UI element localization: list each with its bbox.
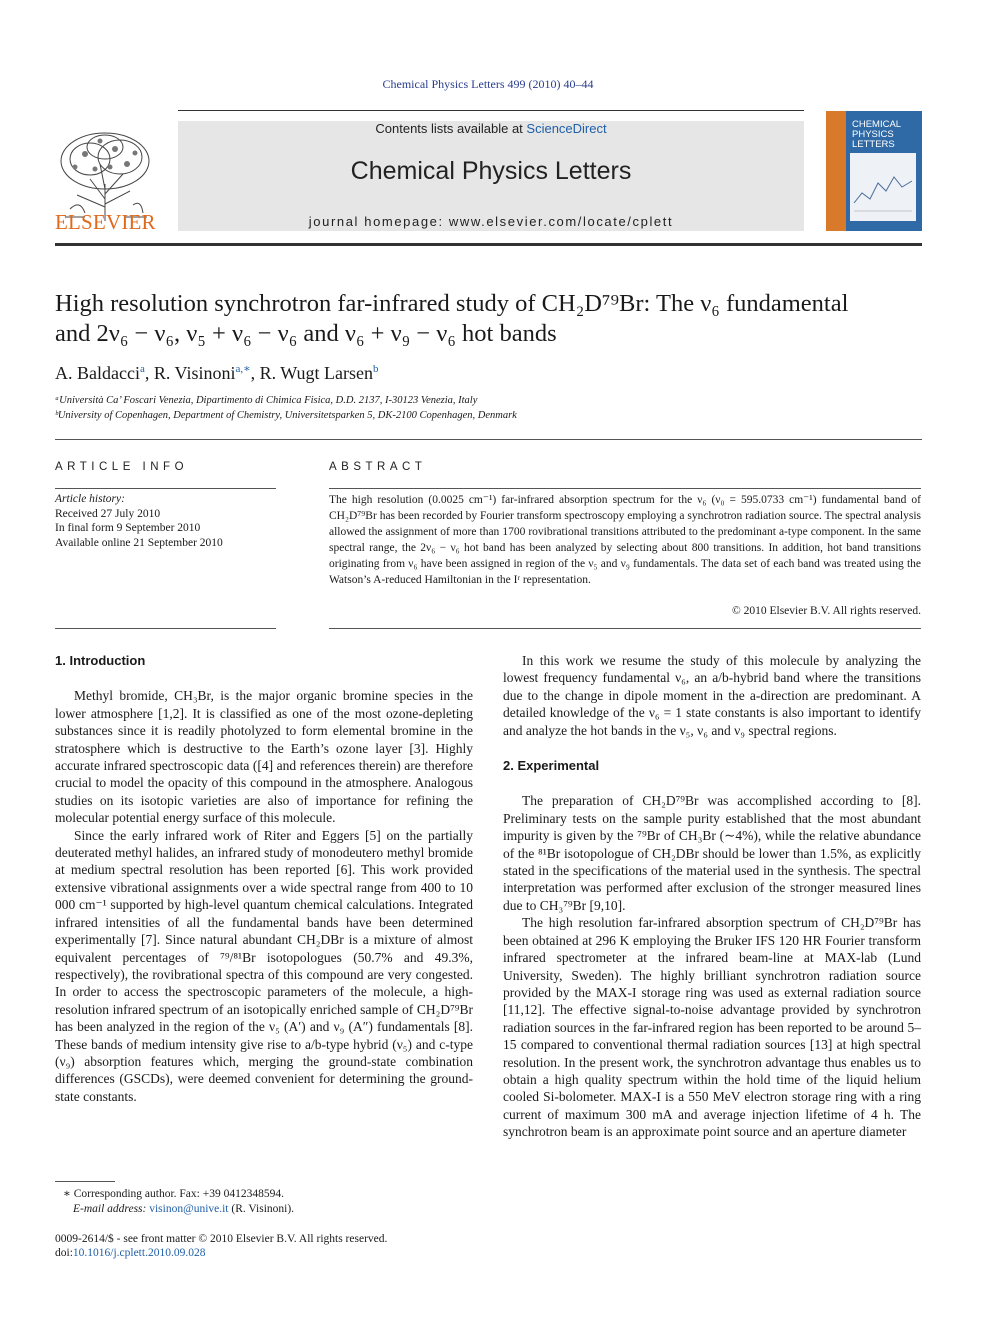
article-title-line: and 2ν₆ − ν₆, ν₅ + ν₆ − ν₆ and ν₆ + ν₉ − ν₆ hot bands (55, 320, 557, 347)
contents-prefix: Contents lists available at (375, 121, 527, 136)
header-top-rule (178, 110, 804, 111)
corresponding-author-note: ∗ Corresponding author. Fax: +39 0412348594. (63, 1188, 284, 1200)
body-paragraph: Since the early infrared work of Riter and Eggers [5] on the partially deuterated methyl halides, an infrared study of monodeutero methyl bromide at medium spectral resolution has been reported [6]. This work provided extensive vibrational assignments over a wide spectral range from 400 to 10 000 cm⁻¹ supported by high-level quantum chemical calculations. Integrated infrared intensities of all the fundamental bands have been determined experimentally [7]. Since natural abundant CH₂DBr is a mixture of almost equivalent percentages of ⁷⁹/⁸¹Br isotopologues (50.7% and 49.3%, respectively), the rovibrational spectra of this compound are very congested. In order to access the spectroscopic parameters of the molecule, a high-resolution infrared spectrum of an isotopically enriched sample of CH₂D⁷⁹Br has been analyzed in the region of the ν₅ (A′) and ν₉ (A″) fundamentals [8]. These bands of medium intensity give rise to a/b-type hybrid (ν₅) and c-type (ν₉) absorption features which, merging the ground-state combination differences (GSCDs), were deemed convenient for determining the ground-state constants. (55, 827, 473, 1104)
section-divider (55, 439, 922, 440)
sciencedirect-link[interactable]: ScienceDirect (526, 121, 607, 136)
journal-homepage[interactable]: journal homepage: www.elsevier.com/locate/cplett (308, 214, 674, 229)
article-info-bottom-rule (55, 628, 276, 629)
author-affiliation-marker[interactable]: a,∗ (235, 363, 251, 375)
received-date: Received 27 July 2010 (55, 507, 161, 520)
abstract-rule (329, 488, 921, 489)
author-affiliation-marker[interactable]: b (373, 363, 379, 375)
journal-cover-thumbnail (826, 111, 922, 231)
abstract-copyright: © 2010 Elsevier B.V. All rights reserved. (732, 605, 921, 617)
article-info-rule (55, 488, 276, 489)
abstract-heading: ABSTRACT (329, 461, 427, 473)
affiliation: ᵃUniversità Ca’ Foscari Venezia, Dipartimento di Chimica Fisica, D.D. 2137, I-30123 Venezia, Italy (55, 395, 478, 406)
cover-side-stripe (826, 111, 846, 231)
cover-figure-icon (850, 153, 916, 221)
cover-title-line: PHYSICS (852, 129, 894, 140)
author-name: R. Wugt Larsen (259, 363, 374, 383)
body-paragraph: The preparation of CH₂D⁷⁹Br was accomplished according to [8]. Preliminary tests on the sample purity established that the most abundant impurity is given by the ⁷⁹Br of CH₃Br (∼4%), while the relative abundance of the ⁸¹Br isotopologue of CH₂DBr should be lower than 1.5%, as explicitly stated in the specifications of the material used in the synthesis. The spectral interpretation was performed after exclusion of the stronger measured lines due to CH₃⁷⁹Br [9,10]. (503, 793, 921, 913)
journal-banner (178, 121, 804, 231)
introduction-heading: 1. Introduction (55, 653, 146, 668)
doi-line (55, 1246, 387, 1260)
author-separator: , (250, 363, 260, 383)
author-list (55, 362, 379, 384)
article-title-line: High resolution synchrotron far-infrared study of CH₂D⁷⁹Br: The ν₆ fundamental (55, 290, 849, 317)
article-title (55, 289, 925, 349)
cover-title-line: CHEMICAL (852, 119, 902, 130)
author-name: A. Baldacci (55, 363, 140, 383)
cover-title-line: LETTERS (852, 139, 895, 150)
email-note (55, 1202, 473, 1217)
footnote-rule (55, 1181, 115, 1182)
article-info-heading: ARTICLE INFO (55, 461, 189, 473)
author-separator: , (144, 363, 154, 383)
online-date: Available online 21 September 2010 (55, 536, 223, 549)
email-link[interactable]: visinon@unive.it (149, 1203, 229, 1215)
cover-title (852, 120, 901, 150)
journal-name: Chemical Physics Letters (350, 157, 632, 185)
body-paragraph: Methyl bromide, CH₃Br, is the major organic bromine species in the lower atmosphere [1,2]. It is classified as one of the most ozone-depleting substances since it is readily photolyzed to form elemental bromine in the stratosphere which is destructive to the Earth’s ozone layer [3]. Highly accurate infrared spectroscopic data ([4] and references therein) are therefore crucial to model the opacity of this compound in the atmosphere. Analogous studies on its isotopic varieties are also of importance for refining the molecular potential energy surface of this molecule. (55, 688, 473, 826)
header-bottom-rule (55, 243, 922, 246)
article-history (55, 492, 223, 550)
issn-line: 0009-2614/$ - see front matter © 2010 Elsevier B.V. All rights reserved. (55, 1233, 388, 1245)
bottom-metadata (55, 1232, 387, 1260)
journal-citation[interactable]: Chemical Physics Letters 499 (2010) 40–44 (382, 77, 594, 91)
doi-label: doi: (55, 1247, 73, 1259)
left-column (55, 652, 473, 1105)
elsevier-logo-text: ELSEVIER (55, 210, 156, 234)
footnote (55, 1187, 473, 1217)
author-affiliation-marker[interactable]: a (139, 363, 145, 375)
experimental-heading: 2. Experimental (503, 758, 600, 774)
body-paragraph: In this work we resume the study of this molecule by analyzing the lowest frequency fundamental ν₆, an a/b-hybrid band where the transitions due to the change in dipole moment in the a-direction are predominant. A detailed knowledge of the ν₆ = 1 state constants is also important to identify and analyze the hot bands in the ν₅, ν₆ and ν₉ spectral regions. (503, 653, 921, 738)
body-paragraph: The high resolution far-infrared absorption spectrum of CH₂D⁷⁹Br has been obtained at 296 K employing the Bruker IFS 120 HR Fourier transform infrared spectrometer at the infrared beam-line at MAX-lab (Lund University, Sweden). The highly brilliant synchrotron radiation source provided by the MAX-I storage ring was used as external radiation source [11,12]. The effective signal-to-noise advantage provided by synchrotron radiation sources in the far-infrared region has been reported to be around 5–15 compared to conventional thermal radiation sources [13] at high spectral resolution. In the present work, the synchrotron advantage thus enables us to obtain a high quality spectrum within the hold time of the liquid helium cooled Si-bolometer. MAX-I is a 550 MeV electron storage ring with a ring current of maximum 300 mA and average injection lifetime of 4 h. The synchrotron beam is an approximate point source and an aperture diameter (503, 915, 921, 1140)
history-label: Article history: (55, 493, 125, 505)
affiliation: ᵇUniversity of Copenhagen, Department of Chemistry, Universitetsparken 5, DK-2100 Copenhagen, Denmark (55, 410, 517, 421)
email-label: E-mail address: (73, 1203, 150, 1215)
right-column (503, 652, 921, 1141)
revised-date: In final form 9 September 2010 (55, 522, 201, 534)
contents-line (178, 121, 804, 136)
abstract-text: The high resolution (0.0025 cm⁻¹) far-infrared absorption spectrum for the ν₆ (ν₀ = 595.0733 cm⁻¹) fundamental band of CH₂D⁷⁹Br has been recorded by Fourier transform spectroscopy employing a synchrotron radiation source. The spectral analysis allowed the assignment of more than 1700 rovibrational transitions attributed to the predominant a-type component. In the same spectral range, the 2ν₆ − ν₆ hot band has been analyzed by selecting about 800 transitions. In addition, hot band transitions originating from ν₆ have been assigned in region of the ν₅ and ν₉ fundamentals. The data set of each band was treated using the Watson’s A-reduced Hamiltonian in the Iʳ representation. (329, 494, 921, 586)
doi-link[interactable]: 10.1016/j.cplett.2010.09.028 (72, 1247, 206, 1259)
abstract-bottom-rule (329, 628, 921, 629)
email-suffix: (R. Visinoni). (228, 1203, 295, 1215)
author-name: R. Visinoni (153, 363, 236, 383)
